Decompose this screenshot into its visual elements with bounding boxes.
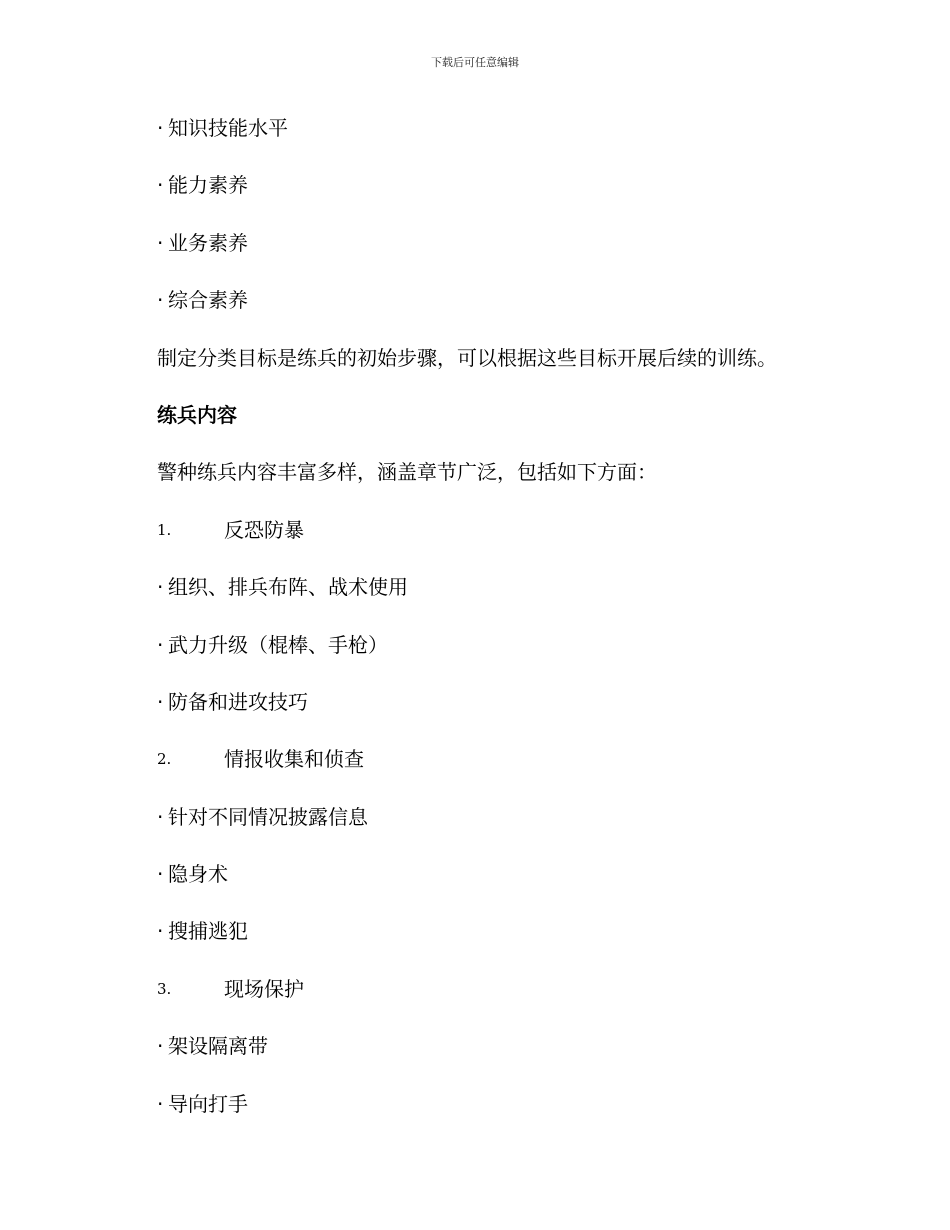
numbered-item [157, 514, 857, 571]
bullet-marker: · [157, 230, 164, 255]
bullet-text: 架设隔离带 [168, 1034, 268, 1059]
bullet-item [157, 1088, 857, 1145]
item-number: 1. [157, 520, 172, 539]
paragraph [157, 456, 857, 513]
bullet-item [157, 858, 857, 915]
bullet-text: 组织、排兵布阵、战术使用 [168, 575, 408, 600]
paragraph [157, 342, 857, 399]
paragraph-text: 制定分类目标是练兵的初始步骤，可以根据这些目标开展后续的训练。 [157, 345, 777, 370]
bullet-marker: · [157, 1034, 164, 1059]
bullet-marker: · [157, 575, 164, 600]
numbered-item-text: 现场保护 [224, 976, 304, 1001]
bullet-item [157, 112, 857, 169]
bullet-marker: · [157, 173, 164, 198]
bullet-marker: · [157, 919, 164, 944]
bullet-item [157, 629, 857, 686]
bullet-text: 针对不同情况披露信息 [168, 804, 368, 829]
bullet-item [157, 915, 857, 972]
item-number: 3. [157, 979, 172, 998]
bullet-text: 导向打手 [168, 1091, 248, 1116]
section-heading [157, 399, 857, 456]
numbered-item-text: 情报收集和侦查 [224, 747, 364, 772]
paragraph-text: 警种练兵内容丰富多样，涵盖章节广泛，包括如下方面： [157, 460, 657, 485]
bullet-marker: · [157, 1091, 164, 1116]
bullet-text: 防备和进攻技巧 [168, 689, 308, 714]
bullet-text: 搜捕逃犯 [168, 919, 248, 944]
numbered-item-text: 反恐防暴 [224, 517, 304, 542]
bullet-text: 隐身术 [168, 862, 228, 887]
bullet-text: 知识技能水平 [168, 116, 288, 140]
bullet-item [157, 1030, 857, 1087]
bullet-text: 业务素养 [168, 230, 248, 255]
bullet-marker: · [157, 689, 164, 714]
bullet-item [157, 169, 857, 226]
bullet-item [157, 284, 857, 341]
section-heading-text: 练兵内容 [157, 402, 237, 427]
bullet-marker: · [157, 116, 164, 140]
bullet-text: 武力升级（棍棒、手枪） [168, 632, 388, 657]
numbered-item [157, 973, 857, 1030]
bullet-text: 能力素养 [168, 173, 248, 198]
bullet-item [157, 686, 857, 743]
bullet-marker: · [157, 288, 164, 313]
document-body [157, 112, 857, 1145]
page-header: 下载后可任意编辑 [431, 56, 519, 69]
item-number: 2. [157, 750, 172, 769]
bullet-item [157, 227, 857, 284]
bullet-item [157, 571, 857, 628]
bullet-item [157, 801, 857, 858]
bullet-marker: · [157, 804, 164, 829]
numbered-item [157, 743, 857, 800]
bullet-marker: · [157, 632, 164, 657]
bullet-text: 综合素养 [168, 288, 248, 313]
bullet-marker: · [157, 862, 164, 887]
